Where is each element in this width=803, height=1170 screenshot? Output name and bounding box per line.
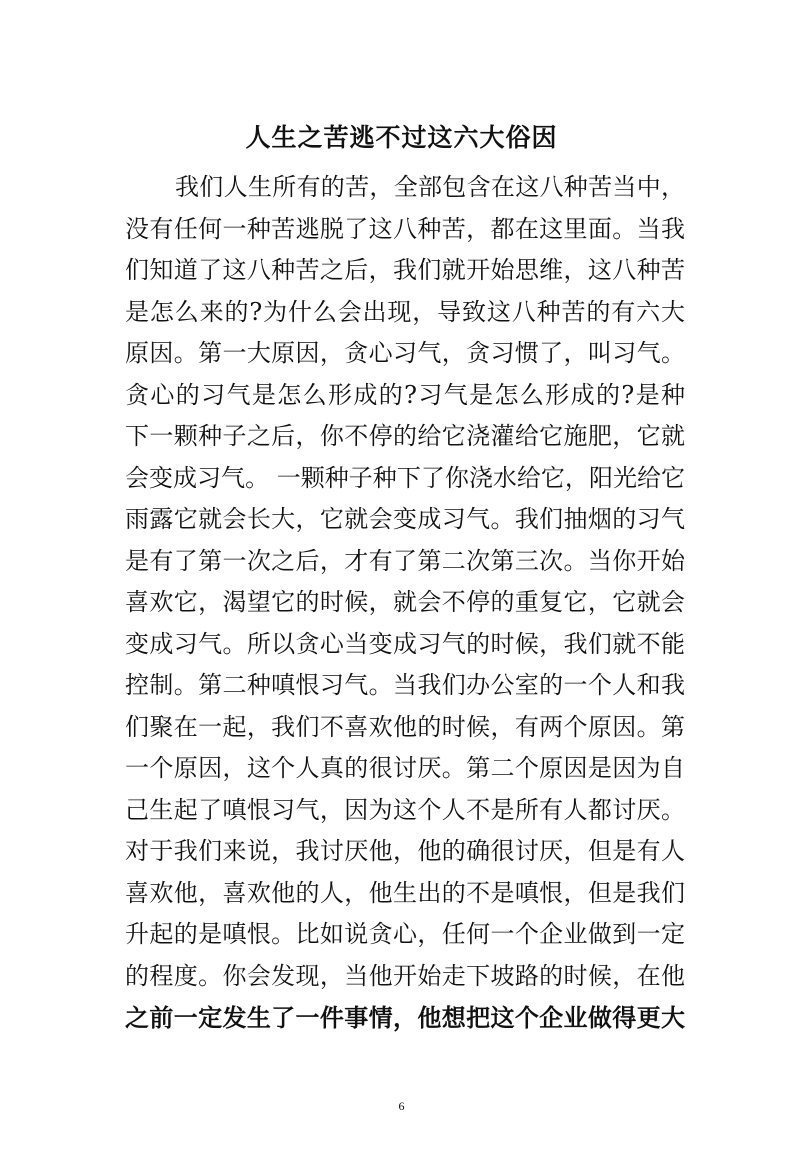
text-line: 对于我们来说，我讨厌他，他的确很讨厌，但是有人 xyxy=(125,837,685,865)
text-line: 升起的是嗔恨。比如说贪心，任何一个企业做到一定 xyxy=(125,920,685,948)
text-line: 会变成习气。 一颗种子种下了你浇水给它，阳光给它 xyxy=(125,463,685,492)
text-line: 控制。第二种嗔恨习气。当我们办公室的一个人和我 xyxy=(125,671,685,699)
text-line: 喜欢他，喜欢他的人，他生出的不是嗔恨，但是我们 xyxy=(125,878,685,907)
text-line: 是怎么来的?为什么会出现，导致这八种苦的有六大 xyxy=(125,297,685,326)
text-line: 原因。第一大原因，贪心习气，贪习惯了，叫习气。 xyxy=(125,339,685,367)
text-line: 的程度。你会发现，当他开始走下坡路的时候，在他 xyxy=(125,961,685,990)
text-line: 们知道了这八种苦之后，我们就开始思维，这八种苦 xyxy=(125,256,685,284)
text-line: 之前一定发生了一件事情，他想把这个企业做得更大 xyxy=(125,1003,685,1032)
text-line: 一个原因，这个人真的很讨厌。第二个原因是因为自 xyxy=(125,754,685,782)
text-line: 我们人生所有的苦，全部包含在这八种苦当中， xyxy=(175,173,685,201)
text-line: 们聚在一起，我们不喜欢他的时候，有两个原因。第 xyxy=(125,712,685,741)
text-line: 贪心的习气是怎么形成的?习气是怎么形成的?是种 xyxy=(125,380,685,409)
page-title: 人生之苦逃不过这六大俗因 xyxy=(245,123,558,152)
page-number: 6 xyxy=(398,1099,405,1113)
text-line: 己生起了嗔恨习气，因为这个人不是所有人都讨厌。 xyxy=(125,795,685,824)
text-line: 雨露它就会长大，它就会变成习气。我们抽烟的习气 xyxy=(125,505,685,533)
body-paragraph xyxy=(125,167,685,1039)
text-line: 喜欢它，渴望它的时候，就会不停的重复它，它就会 xyxy=(125,588,685,616)
text-line: 下一颗种子之后，你不停的给它浇灌给它施肥，它就 xyxy=(125,422,685,450)
text-line: 没有任何一种苦逃脱了这八种苦，都在这里面。当我 xyxy=(125,214,685,243)
text-line: 是有了第一次之后，才有了第二次第三次。当你开始 xyxy=(125,546,685,575)
text-line: 变成习气。所以贪心当变成习气的时候，我们就不能 xyxy=(125,629,685,658)
